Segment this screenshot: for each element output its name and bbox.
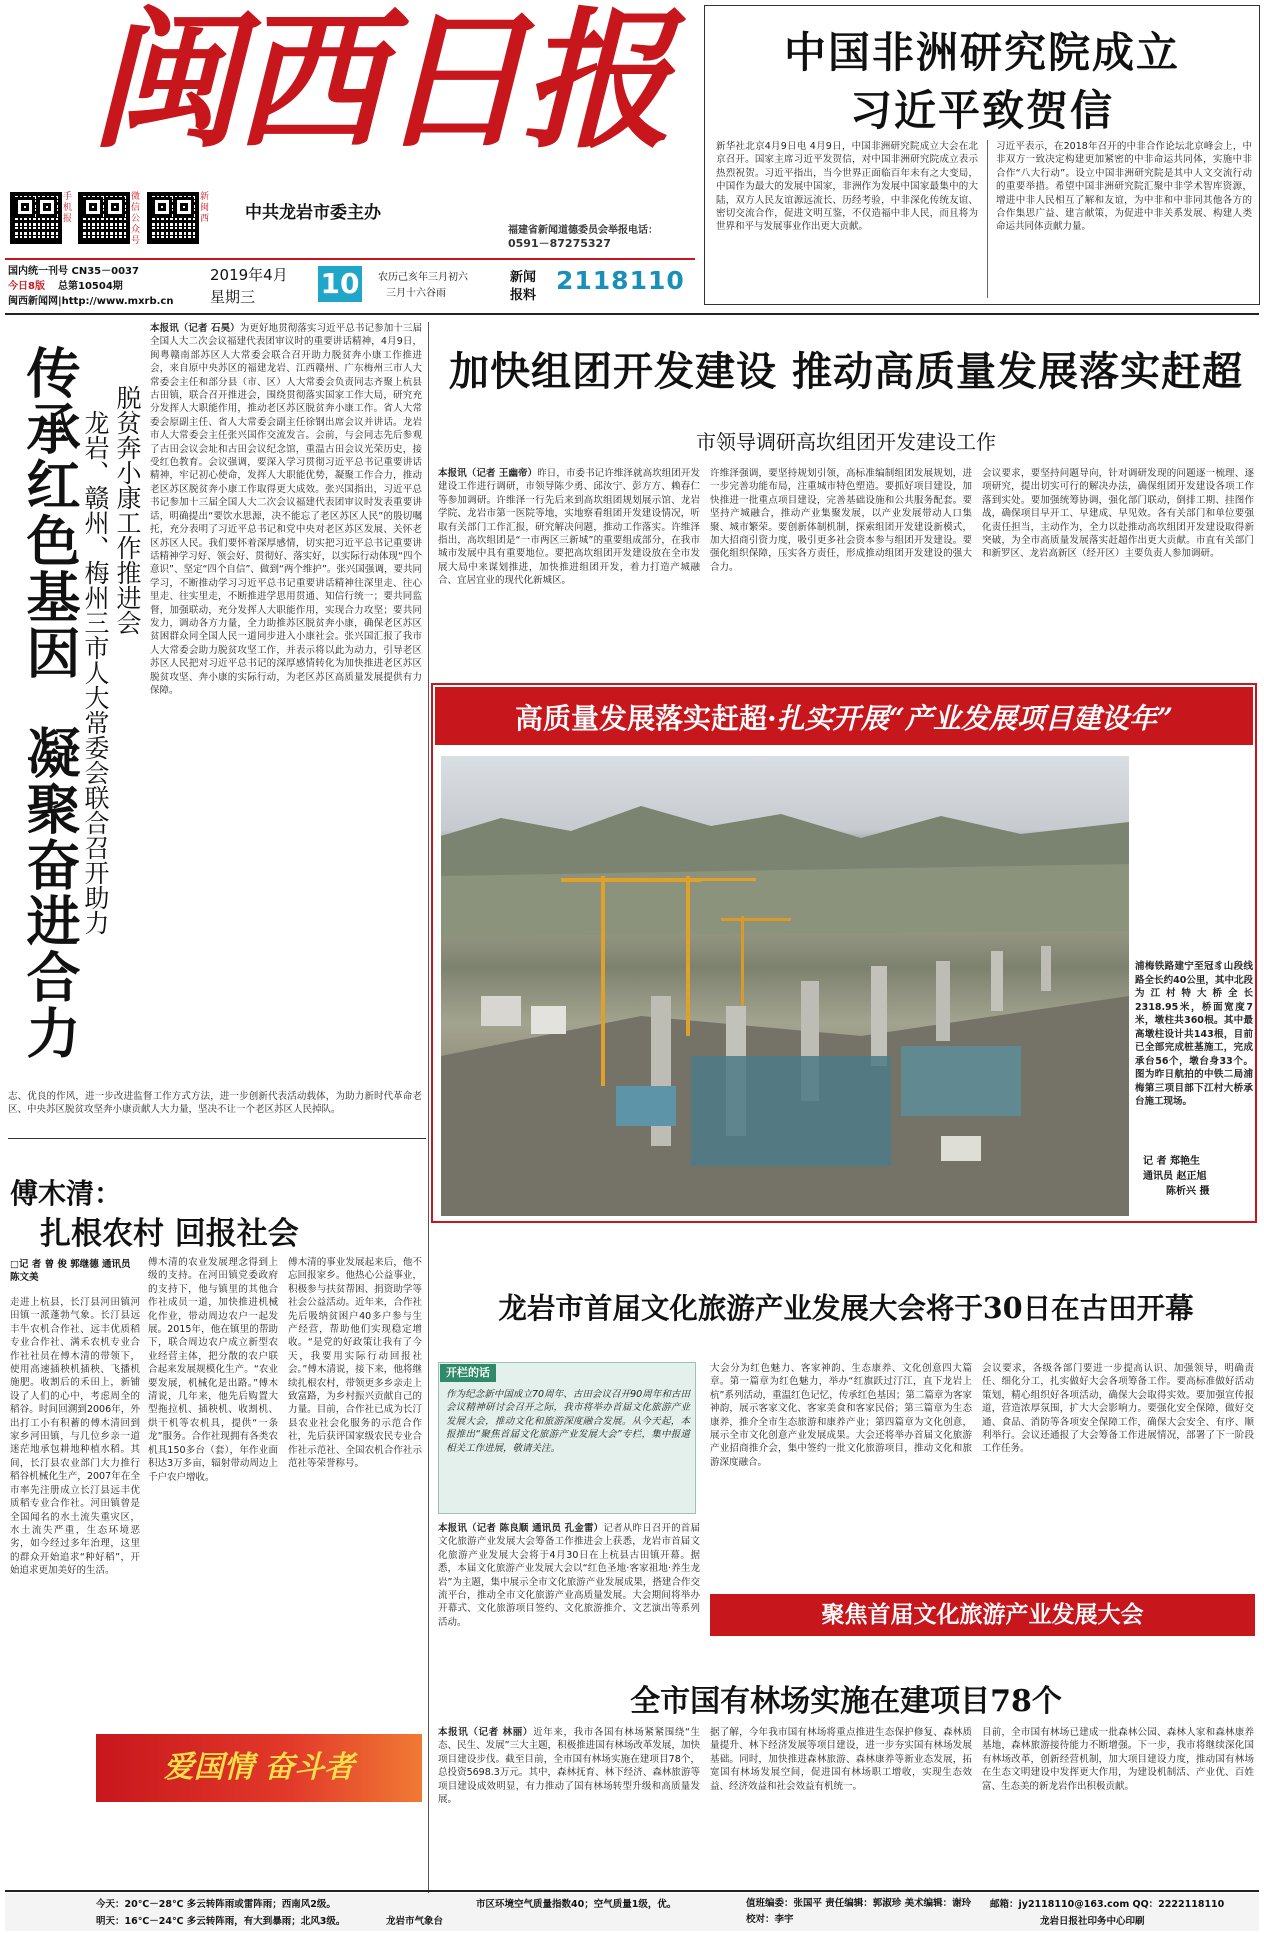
forest-byline: 本报讯（记者 林丽） <box>438 1727 534 1738</box>
center-col-3: 会议要求，要坚持问题导向，针对调研发现的问题逐一梳理、逐项研究，提出切实可行的解决办法，确保组团开发建设各项工作落到实处。要加强统筹协调，强化部门联动，倒排工期、挂图作战，确保项目早开工、早建成、早见效。各有关部门和单位要强化责任担当，主动作为，全力以赴推动高坎组团开发建设取得新突破，为全市高质量发展落实赶超作出更大贡献。市直有关部门和新罗区、龙岩高新区（经开区）主要负责人参加调研。 <box>982 468 1254 560</box>
qr-code-wechat <box>78 192 130 244</box>
photo-credit-2: 通讯员 赵正旭 <box>1143 1171 1207 1182</box>
patriot-banner-text: 爱国情 奋斗者 <box>163 1750 355 1785</box>
qr-label-2: 微信公众号 <box>131 192 141 246</box>
fumuqing-headline-1: 傅木清： <box>10 1177 123 1210</box>
banner-left: 高质量发展落实赶超 <box>515 702 768 735</box>
left-subhead-1: 脱贫奔小康工作推进会 <box>113 385 142 635</box>
left-headline-1: 传承红色基因 <box>18 345 82 681</box>
africa-headline-1: 中国非洲研究院成立 <box>783 28 1180 77</box>
solar-term: 三月十六谷雨 <box>386 288 446 299</box>
weather-source: 龙岩市气象台 <box>386 1916 444 1927</box>
hotline-label-2: 报料 <box>510 288 537 303</box>
issue-code: 国内统一刊号 CN35－0037 <box>8 266 139 277</box>
fumuqing-col-2: 傅木清的农业发展理念得到上级的支持。在河田镇党委政府的支持下，他与镇里的其他合作社成员一道，加快推进机械化作业，带动周边农户一起发展。2015年，他在镇里的帮助下，联合周边农户成立新型农业经营主体，把分散的农户联合起来发展规模化生产。“农业要发展，机械化是出路。”傅木清说，几年来，他先后购置大型拖拉机、插秧机、收割机、烘干机等农机具，提供“一条龙”服务。合作社现拥有各类农机具150多台（套），年作业面积达3万多亩，辐射带动周边上千户农户增收。 <box>148 1257 278 1483</box>
editor-note-tag: 开栏的话 <box>440 1364 496 1382</box>
left-story-body <box>150 322 422 1082</box>
culture-col-2: 大会分为红色魅力、客家神韵、生态康养、文化创意四大篇章。第一篇章为红色魅力，举办“红旗跃过汀江，直下龙岩上杭”系列活动，重温红色记忆，传承红色基因；第二篇章为客家神韵，展示客家文化、客家美食和客家民俗；第三篇章为生态康养，推介全市生态旅游和康养产业；第四篇章为文化创意，展示全市文化创意产业发展成果。大会还将举办首届文化旅游产业招商推介会，集中签约一批文化旅游项目，推动文化和旅游深度融合。 <box>710 1363 972 1468</box>
photo-credit-1: 记 者 郑艳生 <box>1143 1156 1200 1167</box>
lunar-date: 农历己亥年三月初六 <box>378 272 468 283</box>
africa-body-col-2: 习近平表示，在2018年召开的中非合作论坛北京峰会上，中非双方一致决定构建更加紧密的中非命运共同体，实施中非合作“八大行动”。设立中国非洲研究院是其中人文交流行动的重要举措。希望中国非洲研究院汇聚中非学术智库资源，增进中非人民相互了解和友谊，为中非和中非同其他各方的合作集思广益、建言献策，为促进中非关系发展、构建人类命运共同体贡献力量。 <box>996 141 1252 233</box>
center-headline: 加快组团开发建设 推动高质量发展落实赶超 <box>449 348 1243 395</box>
fumuqing-byline: □记 者 曾 俊 郭继德 通讯员 陈文美 <box>10 1259 131 1283</box>
feature-banner-text: 高质量发展落实赶超·扎实开展“产业发展项目建设年” <box>515 702 1173 735</box>
photo-illustration <box>441 756 1129 1216</box>
left-subhead-2: 龙岩、赣州、梅州三市人大常委会联合召开助力 <box>81 410 110 935</box>
left-story-text: 为更好地贯彻落实习近平总书记参加十三届全国人大二次会议福建代表团审议时的重要讲话精神，4月9日，闽粤赣南部苏区人大常委会联合召开助力脱贫奔小康工作推进会，来自原中央苏区的福建龙岩、江西赣州、广东梅州三市人大常委会主任和部分县（市、区）人大常委会负责同志齐聚上杭县古田镇，联合召开推进会，围绕贯彻落实国家工作大局，研究充分发挥人大职能作用，推动老区苏区脱贫奔小康工作。省人大常委会原副主任、省人大常委会副主任徐钢出席会议并讲话。龙岩市人大常委会主任张兴国作交流发言。会前，与会同志先后参观了古田会议会址和古田会议纪念馆，重温古田会议光荣历史，接受红色教育。会议强调，要深入学习贯彻习近平总书记重要讲话精神，牢记初心使命，发挥人大职能优势，凝聚工作合力，推动老区苏区脱贫奔小康工作取得更大成效。张兴国指出，习近平总书记参加十三届全国人大二次会议福建代表团审议时发表重要讲话，明确提出“要饮水思源，决不能忘了老区苏区人民”的殷切嘱托，充分表明了习近平总书记和党中央对老区苏区发展、关怀老区苏区人民。我们要怀着深厚感情，切实把习近平总书记重要讲话精神学习好、领会好、贯彻好、落实好，以实际行动体现“四个意识”、坚定“四个自信”、做到“两个维护”。张兴国强调，要共同学习，不断推动学习习近平总书记重要讲话精神往深里走、往心里走、往实里走，不断推进学思用贯通、知信行统一；要共同监督，加强联动，充分发挥人大职能作用，实现合力攻坚；要共同发力，调动各方力量，全力助推苏区脱贫奔小康，确保老区苏区贫困群众同全国人民一道同步进入小康社会。张兴国汇报了我市人大常委会助力脱贫攻坚工作，并表示将以此为动力，引导老区苏区人民把对习近平总书记的深厚感情转化为加快推进老区苏区脱贫攻坚、奔小康的实际行动，为老区苏区高质量发展提供有力保障。 <box>150 323 422 696</box>
culture-banner <box>710 1594 1255 1636</box>
issue-pages: 今日8版 <box>8 281 45 292</box>
culture-byline: 本报讯（记者 陈良顺 通讯员 孔金雷） <box>438 1523 604 1534</box>
africa-headline-2: 习近平致贺信 <box>849 86 1114 135</box>
logo-text: 闽西日报 <box>90 0 667 169</box>
forest-col-3: 目前，全市国有林场已建成一批森林公园、森林人家和森林康养基地，森林旅游接待能力不断增强。下一步，我市将继续深化国有林场改革，创新经营机制，加大项目建设力度，推动国有林场在生态文明建设中发挥更大作用，为建设机制活、产业优、百姓富、生态美的新龙岩作出积极贡献。 <box>982 1727 1254 1792</box>
banner-right: 扎实开展“产业发展项目建设年” <box>776 702 1173 735</box>
weather-tomorrow: 明天：16℃－24℃ 多云转阵雨，有大到暴雨；北风3级。 <box>96 1916 346 1927</box>
bridge-construction-photo <box>441 756 1129 1216</box>
qr-label-3: 新闽西 <box>200 192 210 224</box>
center-byline: 本报讯（记者 王幽帝） <box>438 468 538 479</box>
weekday-label: 星期三 <box>210 288 256 306</box>
date-label: 2019年4月 <box>210 266 288 284</box>
culture-banner-text: 聚焦首届文化旅游产业发展大会 <box>821 1601 1144 1628</box>
center-subhead: 市领导调研高坎组团开发建设工作 <box>696 430 996 454</box>
air-quality: 市区环境空气质量指数40；空气质量1级，优。 <box>476 1899 677 1910</box>
sponsor-line: 中共龙岩市委主办 <box>245 203 381 223</box>
center-col-1: 本报讯（记者 王幽帝）昨日，市委书记许维泽就高坎组团开发建设工作进行调研，市领导陈少勇、邱汝宁、彭方方、赖春仁等参加调研。许维泽一行先后来到高坎组团规划展示馆、龙岩学院、龙岩市第一医院等地，实地察看组团开发建设情况，听取有关部门工作汇报，研究解决问题，推动工作落实。许维泽指出，高坎组团是“一市两区三新城”的重要组成部分，在我市城市发展中具有重要地位。要把高坎组团开发建设放在全市发展大局中来谋划推进，加快推进组团开发，着力打造产城融合、宜居宜业的现代化新城区。 <box>438 468 700 587</box>
hotline-number[interactable]: 2118110 <box>556 266 685 295</box>
culture-headline: 龙岩市首届文化旅游产业发展大会将于30日在古田开幕 <box>498 1291 1194 1325</box>
left-story-byline: 本报讯（记者 石昊） <box>150 323 240 334</box>
left-story-tail: 志、优良的作风，进一步改进监督工作方式方法，进一步创新代表活动载体，为助力新时代革命老区、中央苏区脱贫攻坚奔小康贡献人大力量，坚决不让一个老区苏区人民掉队。 <box>8 1091 422 1116</box>
editors-line: 值班编委：张国平 责任编辑：郭淑珍 美术编辑：谢玲 校对：李宇 <box>746 1898 972 1925</box>
fumuqing-headline-2: 扎根农村 回报社会 <box>40 1216 299 1252</box>
contact-line[interactable]: 邮箱：jy2118110@163.com QQ：2222118110 <box>990 1899 1225 1910</box>
issue-website[interactable]: 闽西新闻网|http://www.mxrb.cn <box>8 296 174 307</box>
day-box: 10 <box>318 266 362 302</box>
forest-col-1: 本报讯（记者 林丽）近年来，我市各国有林场紧紧围绕“生态、民生、发展”三大主题，积极推进国有林场改革发展，加快项目建设步伐。截至目前，全市国有林场实施在建项目78个，总投资5698.3万元。其中，森林抚育、林下经济、森林旅游等项目建设成效明显，有力推动了国有林场转型升级和高质量发展。 <box>438 1727 700 1806</box>
editor-note-text: 作为纪念新中国成立70周年、古田会议召开90周年和古田会议精神研讨会召开之际，我市将举办首届文化旅游产业发展大会，推动文化和旅游深度融合发展。从今天起，本报推出“聚焦首届文化旅游产业发展大会”专栏，集中报道相关工作进展，敬请关注。 <box>446 1389 690 1454</box>
fumuqing-col-3: 傅木清的事业发展起来后，他不忘回报家乡。他热心公益事业，积极参与扶贫帮困、捐资助学等社会公益活动。近年来，合作社先后吸纳贫困户40多户参与生产经营，帮助他们实现稳定增收。“是党的好政策让我有了今天，我要用实际行动回报社会。”傅木清说，接下来，他将继续扎根农村，带领更多乡亲走上致富路，为乡村振兴贡献自己的力量。目前，合作社已成为长汀县农业社会化服务的示范合作社，先后获评国家级农民专业合作社示范社、全国农机合作社示范社等荣誉称号。 <box>288 1257 422 1470</box>
qr-code-phone <box>10 192 62 244</box>
africa-body-col-1: 新华社北京4月9日电 4月9日，中国非洲研究院成立大会在北京召开。国家主席习近平发贺信，对中国非洲研究院成立表示热烈祝贺。习近平指出，当今世界正面临百年未有之大变局，中国作为最大的发展中国家，非洲作为发展中国家最集中的大陆，双方人民友谊源远流长、历经考验，中非深化传统友谊、密切交流合作，促进文明互鉴，不仅造福中非人民，而且将为世界和平与发展事业作出更大贡献。 <box>716 141 978 233</box>
forest-col-2: 据了解，今年我市国有林场将重点推进生态保护修复、森林质量提升、林下经济发展等项目建设，进一步夯实国有林场发展基础。同时，加快推进森林旅游、森林康养等新业态发展，拓宽国有林场发展空间，促进国有林场职工增收，实现生态效益、经济效益和社会效益有机统一。 <box>710 1727 972 1792</box>
culture-col-3: 会议要求，各级各部门要进一步提高认识、加强领导，明确责任、细化分工，扎实做好大会各项筹备工作。要高标准做好活动策划，精心组织好各项活动，确保大会取得实效。要加强宣传报道，营造浓厚氛围，扩大大会影响力。要强化安全保障，做好交通、食品、消防等各项安全保障工作，确保大会安全、有序、顺利举行。会议还通报了大会筹备工作进展情况，部署了下一阶段工作任务。 <box>982 1363 1254 1455</box>
forest-headline: 全市国有林场实施在建项目78个 <box>630 1684 1062 1719</box>
qr-label-1: 手机报 <box>63 192 73 224</box>
qr-code-app <box>147 192 199 244</box>
patriot-banner <box>96 1734 422 1802</box>
photo-credit-3: 陈析兴 摄 <box>1166 1186 1210 1197</box>
masthead-logo <box>90 0 667 169</box>
weather-today: 今天：20℃－28℃ 多云转阵雨或雷阵雨；西南风2级。 <box>96 1899 336 1910</box>
print-line: 龙岩日报社印务中心印刷 <box>1040 1916 1145 1927</box>
photo-caption: 浦梅铁路建宁至冠豸山段线路全长约40公里，其中北段为江村特大桥全长2318.95米，桥面宽度7米，墩柱共360根。其中最高墩柱设计共143根，目前已全部完成桩基施工，完成承台56个，墩台身33个。图为昨日航拍的中铁二局浦梅第三项目部下江村大桥承台施工现场。 <box>1135 961 1253 1107</box>
hotline-label-1: 新闻 <box>510 270 537 285</box>
center-col-2: 许维泽强调，要坚持规划引领，高标准编制组团发展规划，进一步完善功能布局，注重城市特色塑造。要抓好项目建设，加快推进一批重点项目建设，完善基础设施和公共服务配套。要坚持产城融合，推动产业集聚发展，以产业发展带动人口集聚、城市繁荣。要创新体制机制，探索组团开发建设新模式，加大招商引资力度，吸引更多社会资本参与组团开发建设。要强化组织保障，压实各方责任，形成推动组团开发建设的强大合力。 <box>710 468 972 573</box>
culture-col-1: 本报讯（记者 陈良顺 通讯员 孔金雷）记者从昨日召开的首届文化旅游产业发展大会筹备工作推进会上获悉，龙岩市首届文化旅游产业发展大会将于4月30日在上杭县古田镇开幕。据悉，本届文化旅游产业发展大会以“红色圣地·客家祖地·养生龙岩”为主题，集中展示全市文化旅游产业发展成果，搭建合作交流平台，推动全市文化旅游产业高质量发展。大会期间将举办开幕式、文化旅游项目签约、文化旅游推介、文艺演出等系列活动。 <box>438 1523 700 1628</box>
notice-phone: 0591－87275327 <box>508 237 611 250</box>
left-headline-2: 凝聚奋进合力 <box>18 725 82 1061</box>
fumuqing-col-1: 走进上杭县，长汀县河田镇河田镇一派蓬勃气象。长汀县远丰牛农机合作社、远丰优质稻专业合作社、满禾农机专业合作社社员在傅木清的带领下，使用高速插秧机插秧、飞播机施肥。收割后的禾田上，新铺设了人们的心中，考虑周全的稻谷。时间回溯到2006年，外出打工小有积蓄的傅木清回到家乡河田镇，与几位乡亲一道迷茫地承包耕地种植水稻。其间，长汀县农业部门大力推行稻谷机械化生产，2007年在全市率先注册成立长汀县远丰优质稻专业合作社。河田镇曾是全国闻名的水土流失重灾区，水土流失严重，生态环境恶劣，如今经过多年治理，这里的群众开始追求“种好稻”，开始追求更加美好的生活。 <box>10 1297 140 1577</box>
notice-title: 福建省新闻道德委员会举报电话： <box>508 225 658 236</box>
issue-number: 总第10504期 <box>58 281 123 292</box>
